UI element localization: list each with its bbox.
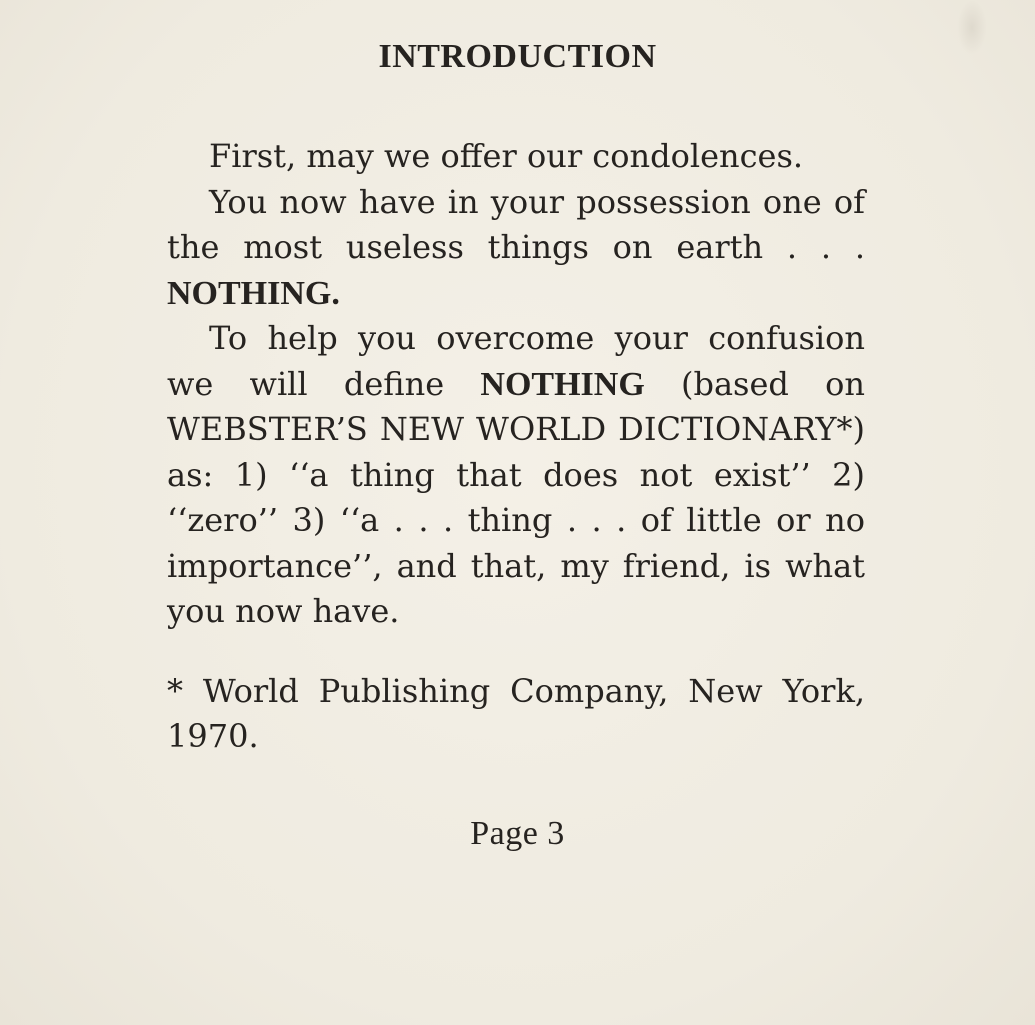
footnote: * World Publishing Company, New York, 1970. [167, 671, 865, 755]
page-number: Page 3 [470, 815, 565, 852]
introduction-body [167, 134, 865, 760]
page-title: INTRODUCTION [378, 38, 657, 75]
paragraph-text: To help you overcome your confusion we will define [167, 319, 865, 403]
emphasis-nothing: NOTHING [480, 365, 645, 403]
paragraph-text: First, may we offer our condolences. [209, 137, 804, 175]
paragraph-text: You now have in your possession one of the most useless things on earth . . . [167, 182, 865, 266]
emphasis-nothing: NOTHING. [167, 274, 340, 312]
paragraph-text: (based on WEBSTER’S NEW WORLD DICTIONARY*) as: 1) ‘‘a thing that does not exist’’ 2) ‘‘zero’’ 3) ‘‘a . . . thing . . . of little or no importance’’, and that, my friend, is what you now have. [167, 364, 866, 630]
paragraph-possession [167, 180, 865, 317]
paragraph-definition [167, 316, 865, 635]
paragraph-condolences [167, 134, 865, 180]
spacer [167, 635, 865, 669]
